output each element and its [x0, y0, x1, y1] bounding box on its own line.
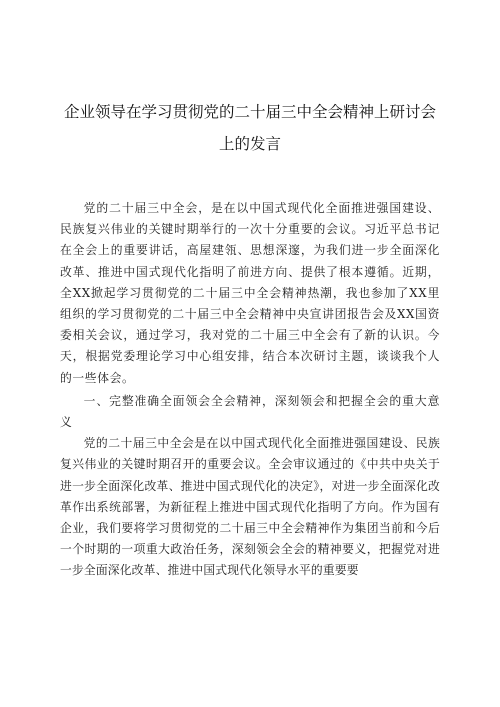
title-line-2: 上的发言 [218, 135, 281, 153]
title-line-1: 企业领导在学习贯彻党的二十届三中全会精神上研讨会 [63, 103, 436, 121]
section-heading-1: 一、完整准确全面领会全会精神，深刻领会和把握全会的重大意义 [60, 393, 440, 430]
document-title [60, 96, 440, 160]
paragraph-section-1: 党的二十届三中全会是在以中国式现代化全面推进强国建设、民族复兴伟业的关键时期召开的重要会议。全会审议通过的《中共中央关于进一步全面深化改革、推进中国式现代化的决定》，对进一步全面深化改革作出系统部署，为新征程上推进中国式现代化指明了方向。作为国有企业，我们要将学习贯彻党的二十届三中全会精神作为集团当前和今后一个时期的一项重大政治任务，深刻领会全会的精神要义，把握党对进一步全面深化改革、推进中国式现代化领导水平的重要要 [60, 436, 440, 578]
paragraph-intro: 党的二十届三中全会，是在以中国式现代化全面推进强国建设、民族复兴伟业的关键时期举行的一次十分重要的会议。习近平总书记在全会上的重要讲话，高屋建瓴、思想深邃，为我们进一步全面深化改革、推进中国式现代化指明了前进方向、提供了根本遵循。近期，全XX掀起学习贯彻党的二十届三中全会精神热潮，我也参加了XX里组织的学习贯彻党的二十届三中全会精神中央宣讲团报告会及XX国资委相关会议，通过学习，我对党的二十届三中全会有了新的认识。今天，根据党委理论学习中心组安排，结合本次研讨主题，谈谈我个人的一些体会。 [60, 201, 440, 385]
document-body [60, 198, 440, 582]
